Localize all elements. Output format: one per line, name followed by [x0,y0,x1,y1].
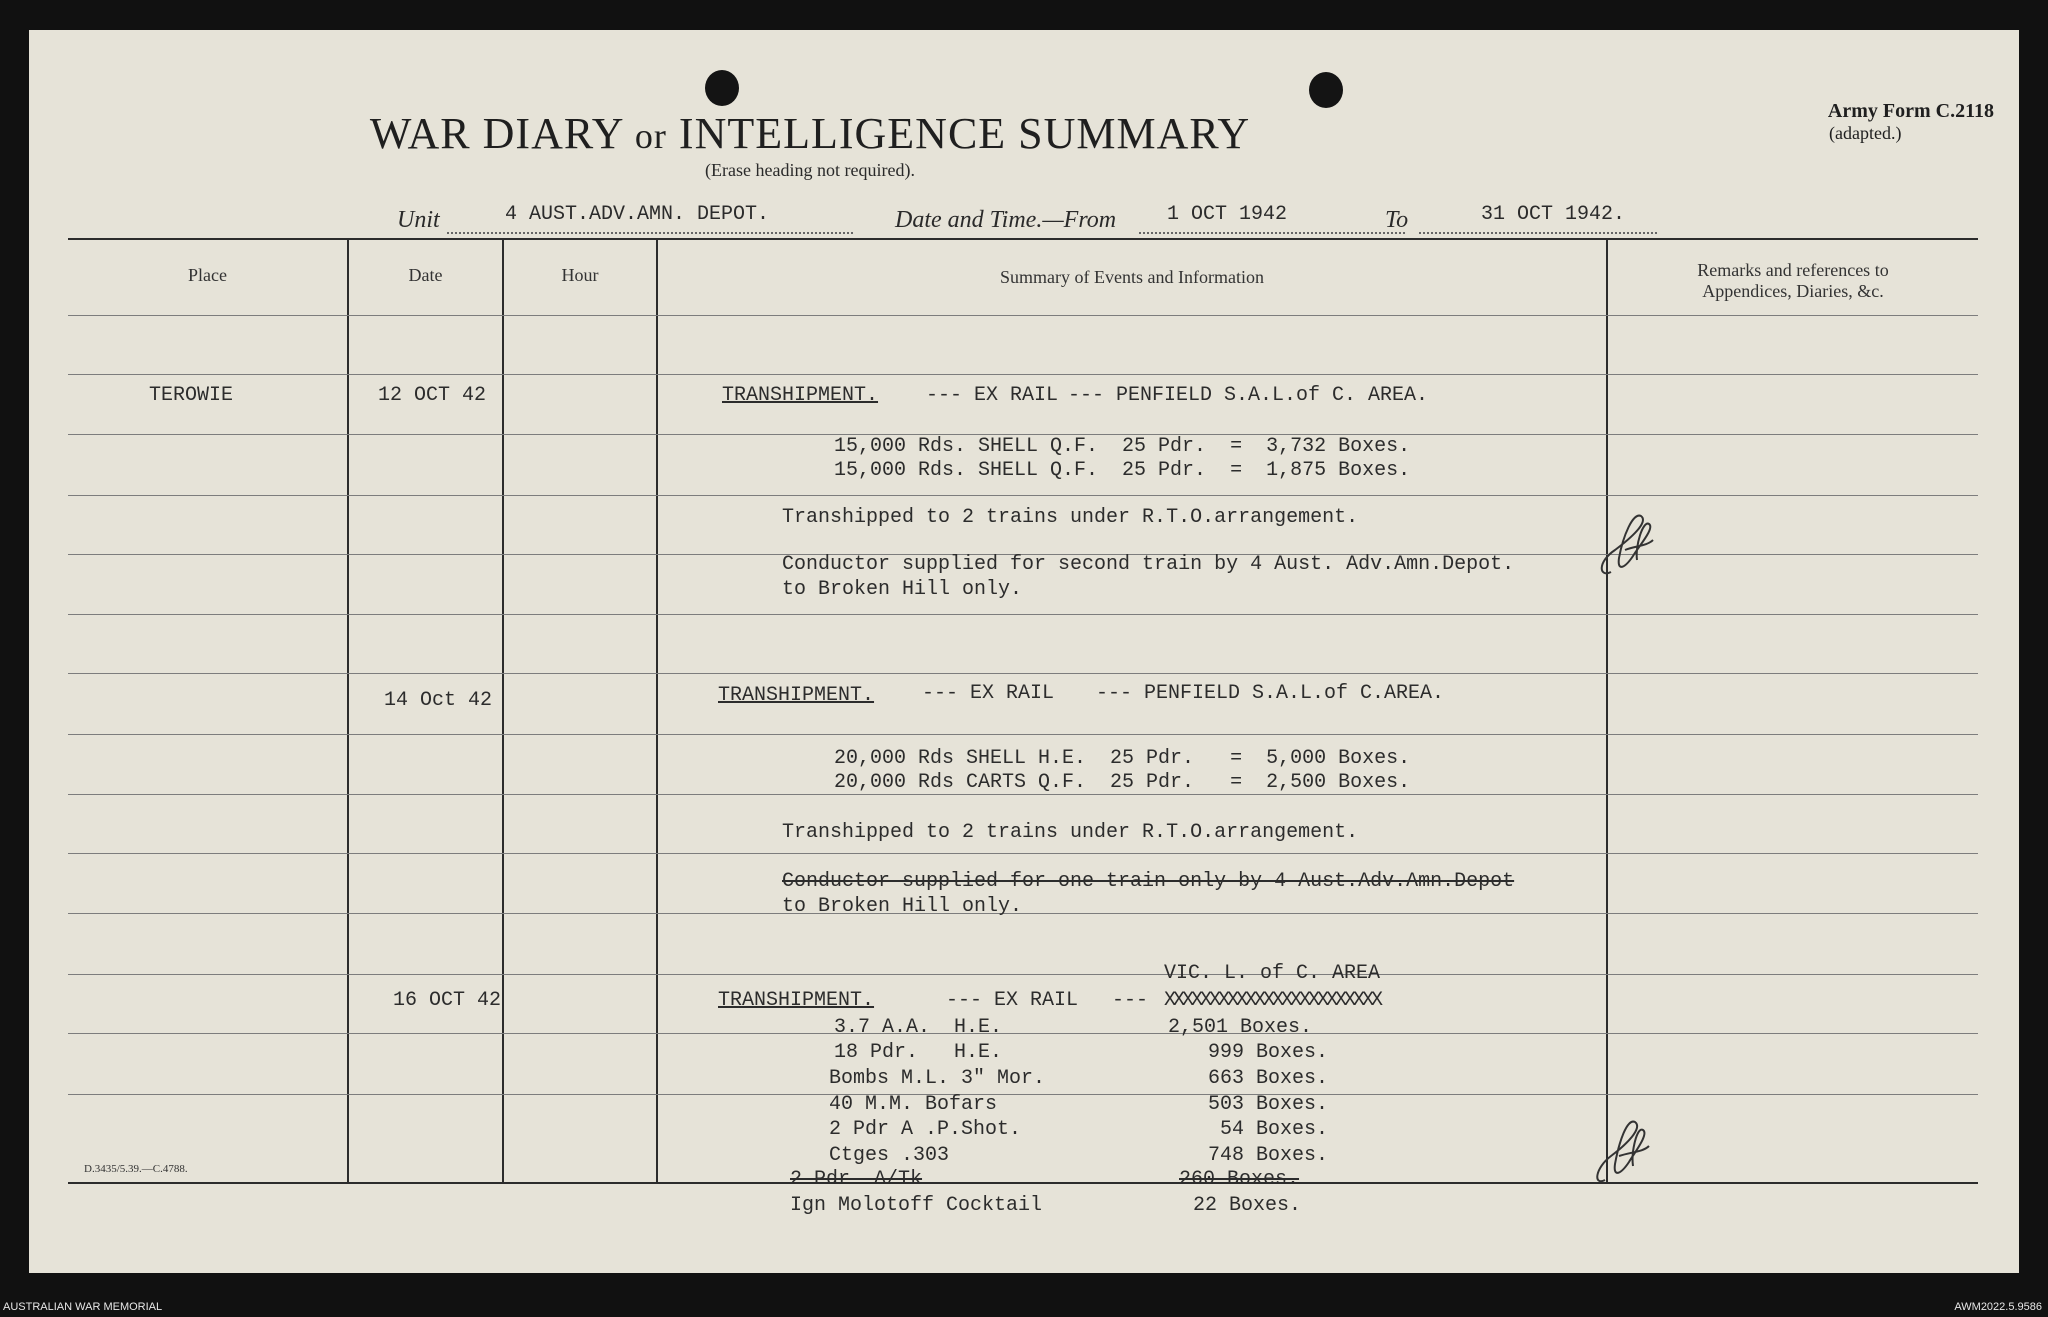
ruled-line [68,673,1978,674]
col-header-remarks [1608,260,1978,302]
entry-note: Transhipped to 2 trains under R.T.O.arrangement. [782,821,1359,844]
diary-table [68,238,1978,1184]
entry-item-name: 2 Pdr A/Tk [790,1168,923,1191]
entry-note: to Broken Hill only. [782,578,1023,601]
col-header-summary: Summary of Events and Information [1000,267,1264,287]
entry-route-destination: --- PENFIELD S.A.L.of C. AREA. [1068,384,1429,407]
initials-signature [1589,506,1679,596]
entry-note: Conductor supplied for one train only by 4 Aust.Adv.Amn.Depot [782,870,1515,893]
entry-route-destination: --- PENFIELD S.A.L.of C.AREA. [1096,682,1445,705]
entry-item-qty: 2,501 Boxes. [1168,1016,1313,1039]
punch-hole-right [1309,72,1343,108]
entry-item-name: Ctges .303 [829,1144,950,1167]
entry-heading: TRANSHIPMENT. [718,684,875,707]
remarks-header-line2: Appendices, Diaries, &c. [1702,281,1884,301]
entry-item-name: 40 M.M. Bofars [829,1093,998,1116]
diary-page [29,30,2019,1273]
remarks-header-line1: Remarks and references to [1697,260,1889,280]
entry-item-name: 2 Pdr A .P.Shot. [829,1118,1022,1141]
entry-route-rail: --- EX RAIL [926,384,1059,407]
entry-route-rail: --- EX RAIL [946,989,1079,1012]
entry-item-name: 18 Pdr. H.E. [834,1041,1003,1064]
title-intelligence-summary: INTELLIGENCE SUMMARY [678,109,1251,158]
date-from: 1 OCT 1942 [1167,203,1288,226]
ruled-line [68,734,1978,735]
ruled-line [68,495,1978,496]
col-header-date: Date [408,265,443,285]
column-divider [656,238,658,1182]
title-war-diary: WAR DIARY [369,109,623,158]
entry-item-qty: 22 Boxes. [1193,1194,1302,1217]
col-header-hour: Hour [561,265,599,285]
footer-left: AUSTRALIAN WAR MEMORIAL [3,1301,163,1313]
to-label: To [1385,207,1409,233]
entry-item-name: 3.7 A.A. H.E. [834,1016,1003,1039]
date-label: Date and Time.—From [895,207,1117,233]
punch-hole-left [705,70,739,106]
entry-date: 16 OCT 42 [393,989,502,1012]
entry-item: 20,000 Rds SHELL H.E. 25 Pdr. = 5,000 Boxes. [834,747,1411,770]
ruled-line [68,913,1978,914]
entry-route-rail: --- EX RAIL [922,682,1055,705]
entry-route-dash: --- [1112,989,1149,1012]
date-to: 31 OCT 1942. [1481,203,1626,226]
entry-heading: TRANSHIPMENT. [718,989,875,1012]
entry-item: 15,000 Rds. SHELL Q.F. 25 Pdr. = 3,732 Boxes. [834,435,1411,458]
form-note: (adapted.) [1829,123,1902,143]
entry-item: 20,000 Rds CARTS Q.F. 25 Pdr. = 2,500 Boxes. [834,771,1411,794]
entry-date: 14 Oct 42 [384,689,493,712]
entry-note: to Broken Hill only. [782,895,1023,918]
entry-heading: TRANSHIPMENT. [722,384,879,407]
entry-item-name: Bombs M.L. 3" Mor. [829,1067,1046,1090]
entry-place: TEROWIE [149,384,234,407]
unit-value: 4 AUST.ADV.AMN. DEPOT. [505,203,770,226]
footer-right: AWM2022.5.9586 [1954,1301,2042,1313]
ruled-line [68,794,1978,795]
entry-item-qty: 503 Boxes. [1208,1093,1329,1116]
entry-item-qty: 54 Boxes. [1220,1118,1329,1141]
entry-note: Conductor supplied for second train by 4 Aust. Adv.Amn.Depot. [782,553,1515,576]
col-header-place: Place [188,265,227,285]
table-top-rule [68,238,1978,240]
column-divider [1606,238,1608,1182]
page-title [29,108,1591,159]
initials-signature [1585,1110,1675,1200]
entry-item-qty: 260 Boxes. [1179,1168,1300,1191]
entry-item-qty: 663 Boxes. [1208,1067,1329,1090]
entry-item-name: Ign Molotoff Cocktail [790,1194,1043,1217]
ruled-line [68,315,1978,316]
entry-struck-text: XXXXXXXXXXXXXXXXXXXXXXXX [1164,989,1381,1012]
ruled-line [68,1094,1978,1095]
entry-date: 12 OCT 42 [378,384,487,407]
entry-destination: VIC. L. of C. AREA [1164,962,1381,985]
entry-item: 15,000 Rds. SHELL Q.F. 25 Pdr. = 1,875 Boxes. [834,459,1411,482]
title-or: or [634,116,667,156]
ruled-line [68,1033,1978,1034]
subtitle: (Erase heading not required). [705,160,915,180]
ruled-line [68,974,1978,975]
ruled-line [68,853,1978,854]
ruled-line [68,614,1978,615]
column-divider [502,238,504,1182]
unit-label: Unit [397,207,440,233]
form-number: Army Form C.2118 [1827,100,1994,122]
entry-item-qty: 999 Boxes. [1208,1041,1329,1064]
print-code: D.3435/5.39.—C.4788. [84,1163,188,1175]
table-bottom-rule [68,1182,1978,1184]
column-divider [347,238,349,1182]
entry-note: Transhipped to 2 trains under R.T.O.arrangement. [782,506,1359,529]
ruled-line [68,374,1978,375]
entry-item-qty: 748 Boxes. [1208,1144,1329,1167]
